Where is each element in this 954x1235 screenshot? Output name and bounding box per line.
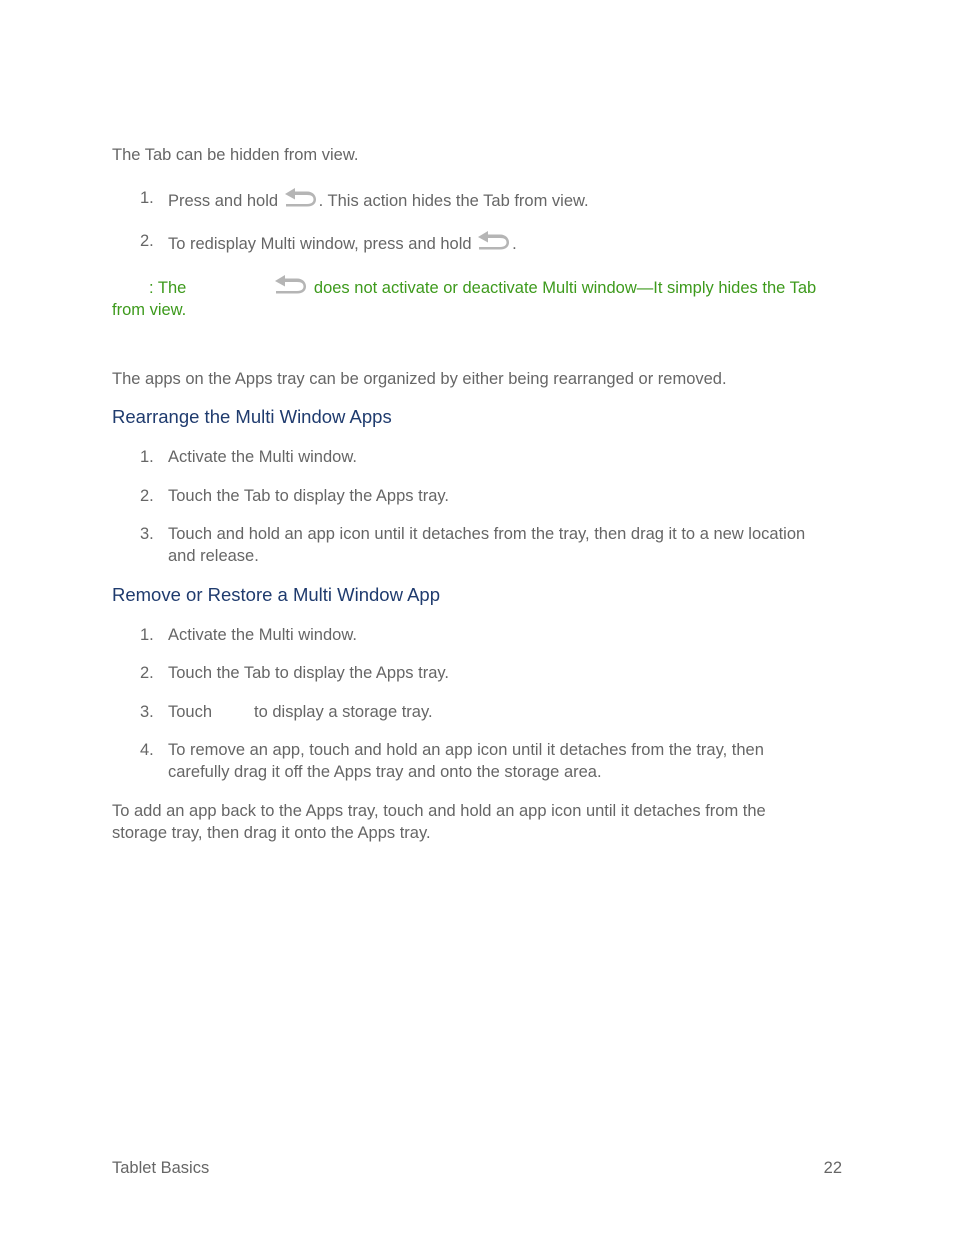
step-number: 1.: [140, 189, 154, 207]
step-text: Activate the Multi window.: [168, 448, 357, 466]
step-line-2: and release.: [168, 547, 259, 565]
step-number: 2.: [140, 232, 154, 250]
step-text-after: .: [512, 235, 517, 253]
step-number: 3.: [140, 703, 154, 721]
step-text-before: Press and hold: [168, 192, 283, 210]
note-box: [112, 274, 842, 321]
step-text: [168, 230, 842, 255]
step-text: Activate the Multi window.: [168, 626, 357, 644]
step-number: 1.: [140, 626, 154, 644]
step-number: 1.: [140, 448, 154, 466]
step-line-2: carefully drag it off the Apps tray and onto the storage area.: [168, 763, 602, 781]
step-text: [168, 523, 842, 567]
outro-line-2: storage tray, then drag it onto the Apps tray.: [112, 824, 431, 842]
step-text-after: to display a storage tray.: [254, 703, 433, 721]
intro-text: The Tab can be hidden from view.: [112, 146, 359, 164]
footer-page-number: 22: [823, 1159, 842, 1177]
footer-section-title: Tablet Basics: [112, 1159, 210, 1177]
outro-text: [112, 800, 842, 844]
step-number: 4.: [140, 741, 154, 759]
step-number: 3.: [140, 525, 154, 543]
note-text-2: from view.: [112, 301, 187, 319]
note-label: : The: [149, 279, 187, 297]
rearrange-heading: Rearrange the Multi Window Apps: [112, 406, 392, 427]
remove-heading: Remove or Restore a Multi Window App: [112, 584, 440, 605]
step-number: 2.: [140, 664, 154, 682]
step-text: [168, 739, 842, 783]
document-page: [112, 0, 842, 1235]
step-text: Touch the Tab to display the Apps tray.: [168, 487, 449, 505]
step-text: Touch the Tab to display the Apps tray.: [168, 664, 449, 682]
outro-line-1: To add an app back to the Apps tray, touch and hold an app icon until it detaches from the: [112, 802, 766, 820]
step-text: [168, 187, 842, 212]
back-arrow-icon: [283, 187, 319, 209]
step-text: [168, 701, 842, 723]
step-number: 2.: [140, 487, 154, 505]
back-arrow-icon: [476, 230, 512, 252]
back-arrow-icon: [273, 274, 309, 296]
step-line-1: To remove an app, touch and hold an app icon until it detaches from the tray, then: [168, 741, 764, 759]
step-text-before: To redisplay Multi window, press and hold: [168, 235, 477, 253]
organize-intro: The apps on the Apps tray can be organized by either being rearranged or removed.: [112, 370, 727, 388]
step-text-before: Touch: [168, 703, 213, 721]
note-text: does not activate or deactivate Multi window—It simply hides the Tab: [313, 279, 817, 297]
step-line-1: Touch and hold an app icon until it detaches from the tray, then drag it to a new location: [168, 525, 806, 543]
step-text-after: . This action hides the Tab from view.: [318, 192, 589, 210]
